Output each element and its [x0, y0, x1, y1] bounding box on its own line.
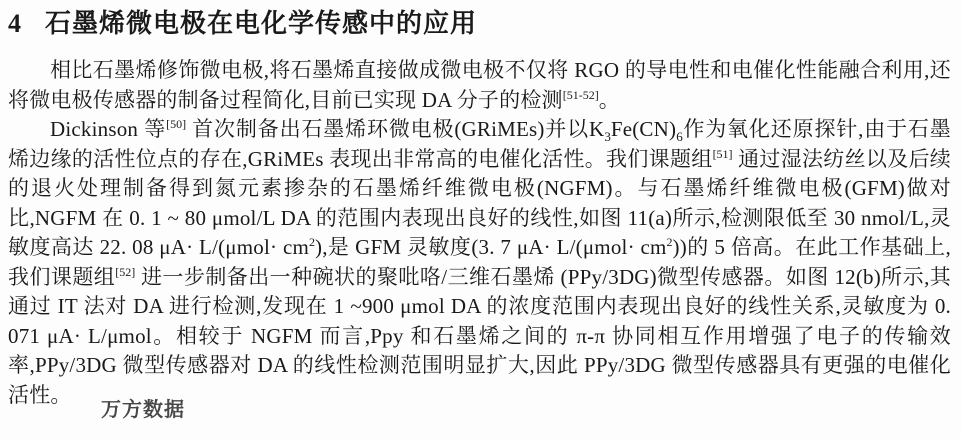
paragraph-main	[8, 115, 951, 410]
section-number: 4	[8, 9, 22, 38]
superscript-citation: [50]	[166, 117, 187, 131]
text-run: 首次制备出石墨烯环微电极(GRiMEs)并以K	[186, 117, 605, 141]
text-run: 进一步制备出一种碗状的聚吡咯/三维石墨烯 (PPy/3DG)微型传感器。如图 12(b)所示,其通过 IT 法对 DA 进行检测,发现在 1 ~900 μmol DA 的浓度范围内表现出良好的线性关系,灵敏度为 0. 071 μA· L/μmol。相较于 NGFM 而言,Ppy 和石墨烯之间的 π-π 协同相互作用增强了电子的传输效率,PPy/3DG 微型传感器对 DA 的线性检测范围明显扩大,因此 PPy/3DG 微型传感器具有更强的电催化活性。	[8, 264, 951, 407]
text-run: 通过湿法纺丝以及后续的退火处理制备得到氮元素掺杂的石墨烯纤维微电极(NGFM)。与石墨烯纤维微电极(GFM)做对比,NGFM 在 0. 1 ~ 80 μmol/L DA 的范围内表现出良好的线性,如图 11(a)所示,检测限低至 30 nmol/L,灵敏度高达 22. 08 μA· L/(μmol· cm	[8, 146, 952, 259]
superscript-citation: 2	[666, 235, 673, 249]
text-run: 相比石墨烯修饰微电极,将石墨烯直接做成微电极不仅将 RGO 的导电性和电催化性能融合利用,还将微电极传感器的制备过程简化,目前已实现 DA 分子的检测	[8, 58, 951, 112]
paragraph-intro	[8, 56, 951, 115]
superscript-citation: 2	[309, 235, 315, 249]
text-run: Dickinson 等	[50, 117, 167, 141]
superscript-citation: [51-52]	[562, 87, 599, 102]
subscript: 3	[604, 129, 611, 145]
text-run: ),是 GFM 灵敏度(3. 7 μA· L/(μmol· cm	[315, 235, 667, 259]
section-heading	[8, 7, 951, 41]
superscript-citation: [51]	[712, 146, 733, 161]
text-run: 作为氧化还原探针,由于石墨烯边缘的活性位点的存在,GRiMEs 表现出非常高的电催化活性。我们课题组	[8, 117, 951, 171]
superscript-citation: [52]	[115, 264, 136, 279]
text-run: ))的 5 倍高。在此工作基础上,我们课题组	[8, 235, 951, 289]
section-title: 石墨烯微电极在电化学传感中的应用	[45, 9, 478, 38]
text-run: 。	[598, 87, 620, 112]
watermark-wanfang: 万方数据	[101, 399, 185, 421]
subscript: 6	[676, 129, 683, 145]
text-run: Fe(CN)	[610, 117, 677, 141]
